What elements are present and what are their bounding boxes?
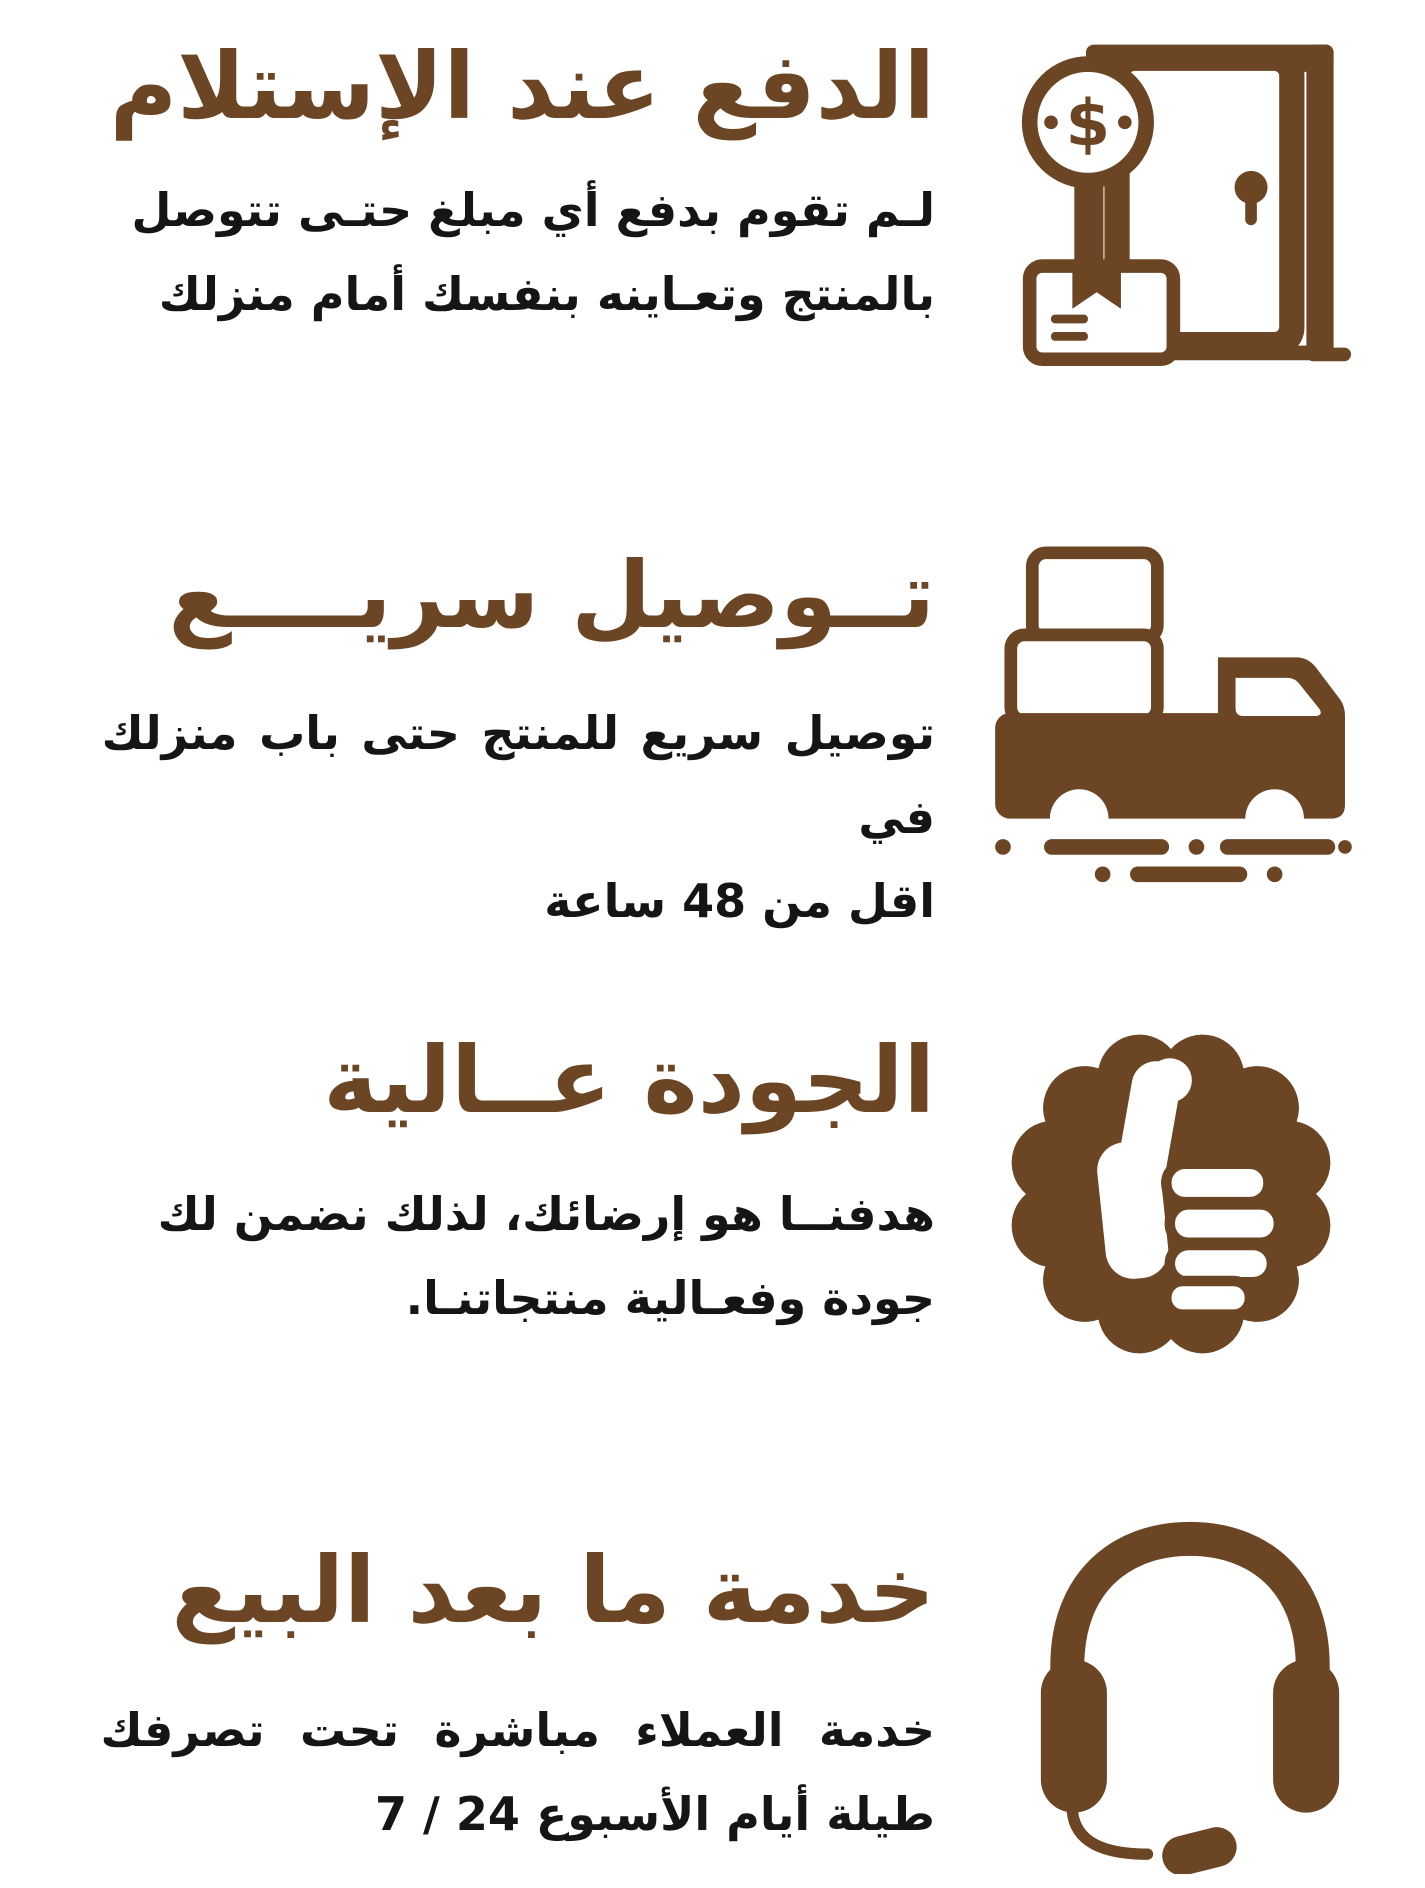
delivery-truck-icon [993,545,1353,887]
feature-body-line: طيلة أيام الأسبوع 24 / 7 [374,1786,935,1841]
feature-body-line: خدمة العملاء مباشرة تحت تصرفك [100,1703,935,1758]
feature-section-cash-on-delivery [0,25,1425,395]
customer-support-headset-icon [1020,1520,1360,1874]
feature-title: خدمة ما بعد البيع [171,1537,935,1644]
feature-body-line: توصيل سريع للمنتج حتى باب منزلك في [101,706,935,844]
feature-body-line: بالمنتج وتعـاينه بنفسك أمام منزلك [158,266,935,321]
feature-body [50,692,935,943]
feature-section-high-quality [0,1015,1425,1380]
feature-body [50,1689,935,1856]
feature-text-cash-on-delivery [50,31,935,337]
feature-body [50,1173,935,1340]
feature-body [50,169,935,336]
feature-body-line: جودة وفعـالية منتجاتنـا. [405,1270,935,1325]
feature-section-fast-delivery [0,540,1425,928]
dollar-sign: $ [1065,87,1111,162]
feature-body-line: اقل من 48 ساعة [544,873,935,928]
feature-section-after-sales [0,1515,1425,1875]
feature-title: تــوصيل سريــــع [168,542,935,649]
feature-body-line: هدفنــا هو إرضائك، لذلك نضمن لك [157,1187,935,1242]
feature-text-fast-delivery [50,540,935,943]
feature-text-after-sales [50,1535,935,1857]
feature-body-line: لـم تقوم بدفع أي مبلغ حتـى تتوصل [131,183,935,238]
cash-on-delivery-door-icon [1018,25,1353,375]
feature-title: الدفع عند الإستلام [109,33,935,140]
feature-text-high-quality [50,1025,935,1341]
quality-thumbs-up-badge-icon [997,1020,1345,1368]
feature-title: الجودة عــالية [323,1027,935,1134]
